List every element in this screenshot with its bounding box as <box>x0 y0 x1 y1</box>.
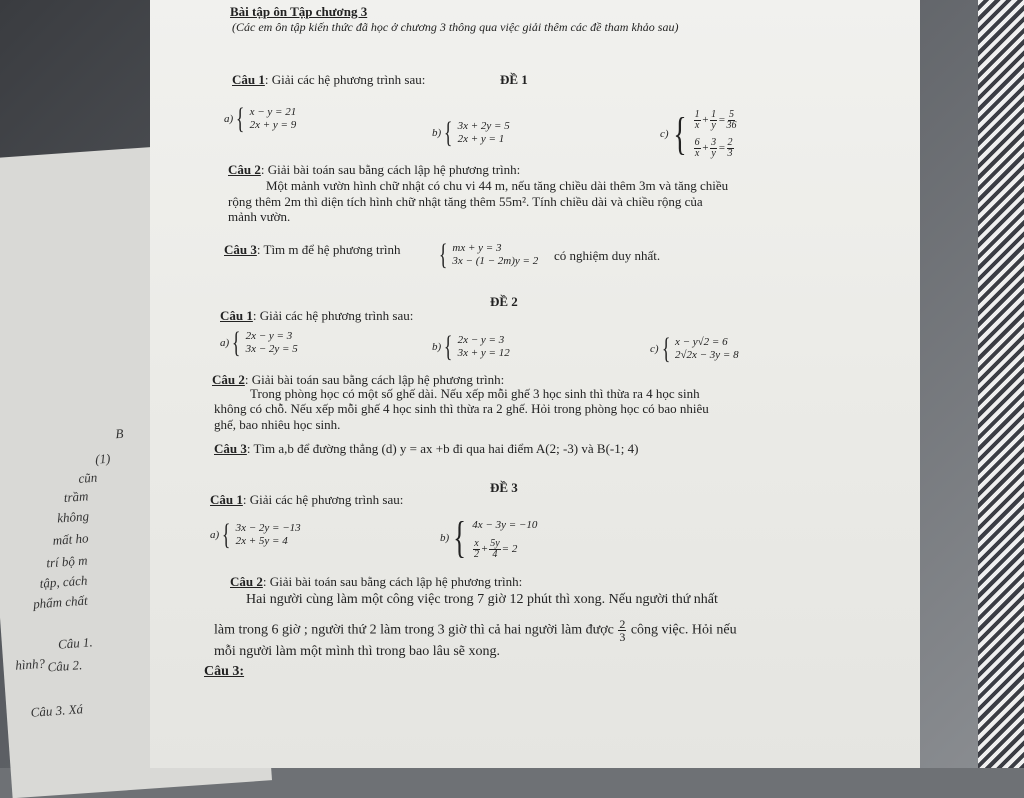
de3-system-a: a) { 3x − 2y = −13 2x + 5y = 4 <box>210 518 301 551</box>
de3-cau2-line2: làm trong 6 giờ ; người thứ 2 làm trong 3 giờ thì cả hai người làm được $\frac{2}{3}$ công việc. Hỏi nếu <box>214 617 737 644</box>
under-text: Câu 2. <box>47 657 83 675</box>
de2-system-c: c) { x − y√2 = 6 2√2x − 3y = 8 <box>650 332 739 365</box>
under-text: (1) <box>94 450 111 467</box>
under-text: tập, cách <box>39 572 88 591</box>
de3-cau2: Câu 2: Giải bài toán sau bằng cách lập hệ phương trình: <box>230 574 523 589</box>
de2-cau1: Câu 1: Giải các hệ phương trình sau: <box>220 308 414 323</box>
worksheet-page <box>150 0 920 768</box>
de1-cau3-system: { mx + y = 3 3x − (1 − 2m)y = 2 <box>438 238 539 271</box>
under-text: phẩm chất <box>32 592 89 612</box>
de1-cau1: Câu 1: Giải các hệ phương trình sau: <box>232 72 426 87</box>
de1-system-c: c) { $\frac{1}{x}$ + $\frac{1}{y}$ = $\frac{5}{36}$ $\frac{6}{x}$ + $\frac{3}{y}$ = $\frac{2}{3}$ <box>660 108 737 159</box>
page-title: Bài tập ôn Tập chương 3 <box>230 4 368 19</box>
striped-cloth <box>978 0 1024 768</box>
de1-system-b: b) { 3x + 2y = 5 2x + y = 1 <box>432 116 510 149</box>
de1-cau3: Câu 3: Tìm m để hệ phương trình <box>224 242 401 257</box>
de2-cau3: Câu 3: Tìm a,b để đường thẳng (d) y = ax +b đi qua hai điểm A(2; -3) và B(-1; 4) <box>214 441 639 456</box>
de1-system-a: a) { x − y = 21 2x + y = 9 <box>224 102 297 135</box>
de3-system-b: b) { 4x − 3y = −10 $\frac{x}{2}$ + $\frac{5y}{4}$ = 2 <box>440 513 538 562</box>
under-text: không <box>56 508 90 526</box>
de3-cau1: Câu 1: Giải các hệ phương trình sau: <box>210 492 404 507</box>
de2-heading: ĐỀ 2 <box>490 294 518 309</box>
de1-cau2: Câu 2: Giải bài toán sau bằng cách lập hệ phương trình: <box>228 162 521 177</box>
de3-heading: ĐỀ 3 <box>490 480 518 495</box>
de1-cau2-line2: rộng thêm 2m thì diện tích hình chữ nhật tăng thêm 55m². Tính chiều dài và chiều rộng của <box>228 194 703 209</box>
de1-cau2-line1: Một mảnh vườn hình chữ nhật có chu vi 44 m, nếu tăng chiều dài thêm 3m và tăng chiều <box>266 178 729 193</box>
de1-cau2-line3: mảnh vườn. <box>228 209 291 224</box>
de1-cau3-tail: có nghiệm duy nhất. <box>554 248 661 263</box>
de3-cau2-line3: mỗi người làm một mình thì trong bao lâu sẽ xong. <box>214 644 501 659</box>
under-text: trầm <box>63 488 89 505</box>
de2-cau2-line1: Trong phòng học có một số ghế dài. Nếu xếp mỗi ghế 3 học sinh thì thừa ra 4 học sinh <box>250 386 700 401</box>
de2-system-b: b) { 2x − y = 3 3x + y = 12 <box>432 330 510 363</box>
de2-cau2-line3: ghế, bao nhiêu học sinh. <box>214 417 341 432</box>
under-text: B <box>114 425 124 442</box>
de3-cau3: Câu 3: <box>204 664 245 679</box>
de2-cau2: Câu 2: Giải bài toán sau bằng cách lập hệ phương trình: <box>212 372 505 387</box>
under-text: trí bộ m <box>45 552 88 571</box>
under-text: cũn <box>77 469 98 486</box>
under-text: mất ho <box>52 530 89 548</box>
page-subtitle: (Các em ôn tập kiến thức đã học ở chương 3 thông qua việc giải thêm các đề tham khảo sau) <box>232 20 679 34</box>
under-text: Câu 1. <box>57 634 94 652</box>
de3-cau2-line1: Hai người cùng làm một công việc trong 7 giờ 12 phút thì xong. Nếu người thứ nhất <box>246 592 718 607</box>
de1-heading: ĐỀ 1 <box>500 72 528 87</box>
de2-system-a: a) { 2x − y = 3 3x − 2y = 5 <box>220 326 298 359</box>
under-text: hình? <box>14 655 46 673</box>
under-text: Câu 3. Xá <box>30 701 84 720</box>
de2-cau2-line2: không có chỗ. Nếu xếp mỗi ghế 4 học sinh thì thừa ra 2 ghế. Hỏi trong phòng học có bao nhiêu <box>214 401 709 416</box>
